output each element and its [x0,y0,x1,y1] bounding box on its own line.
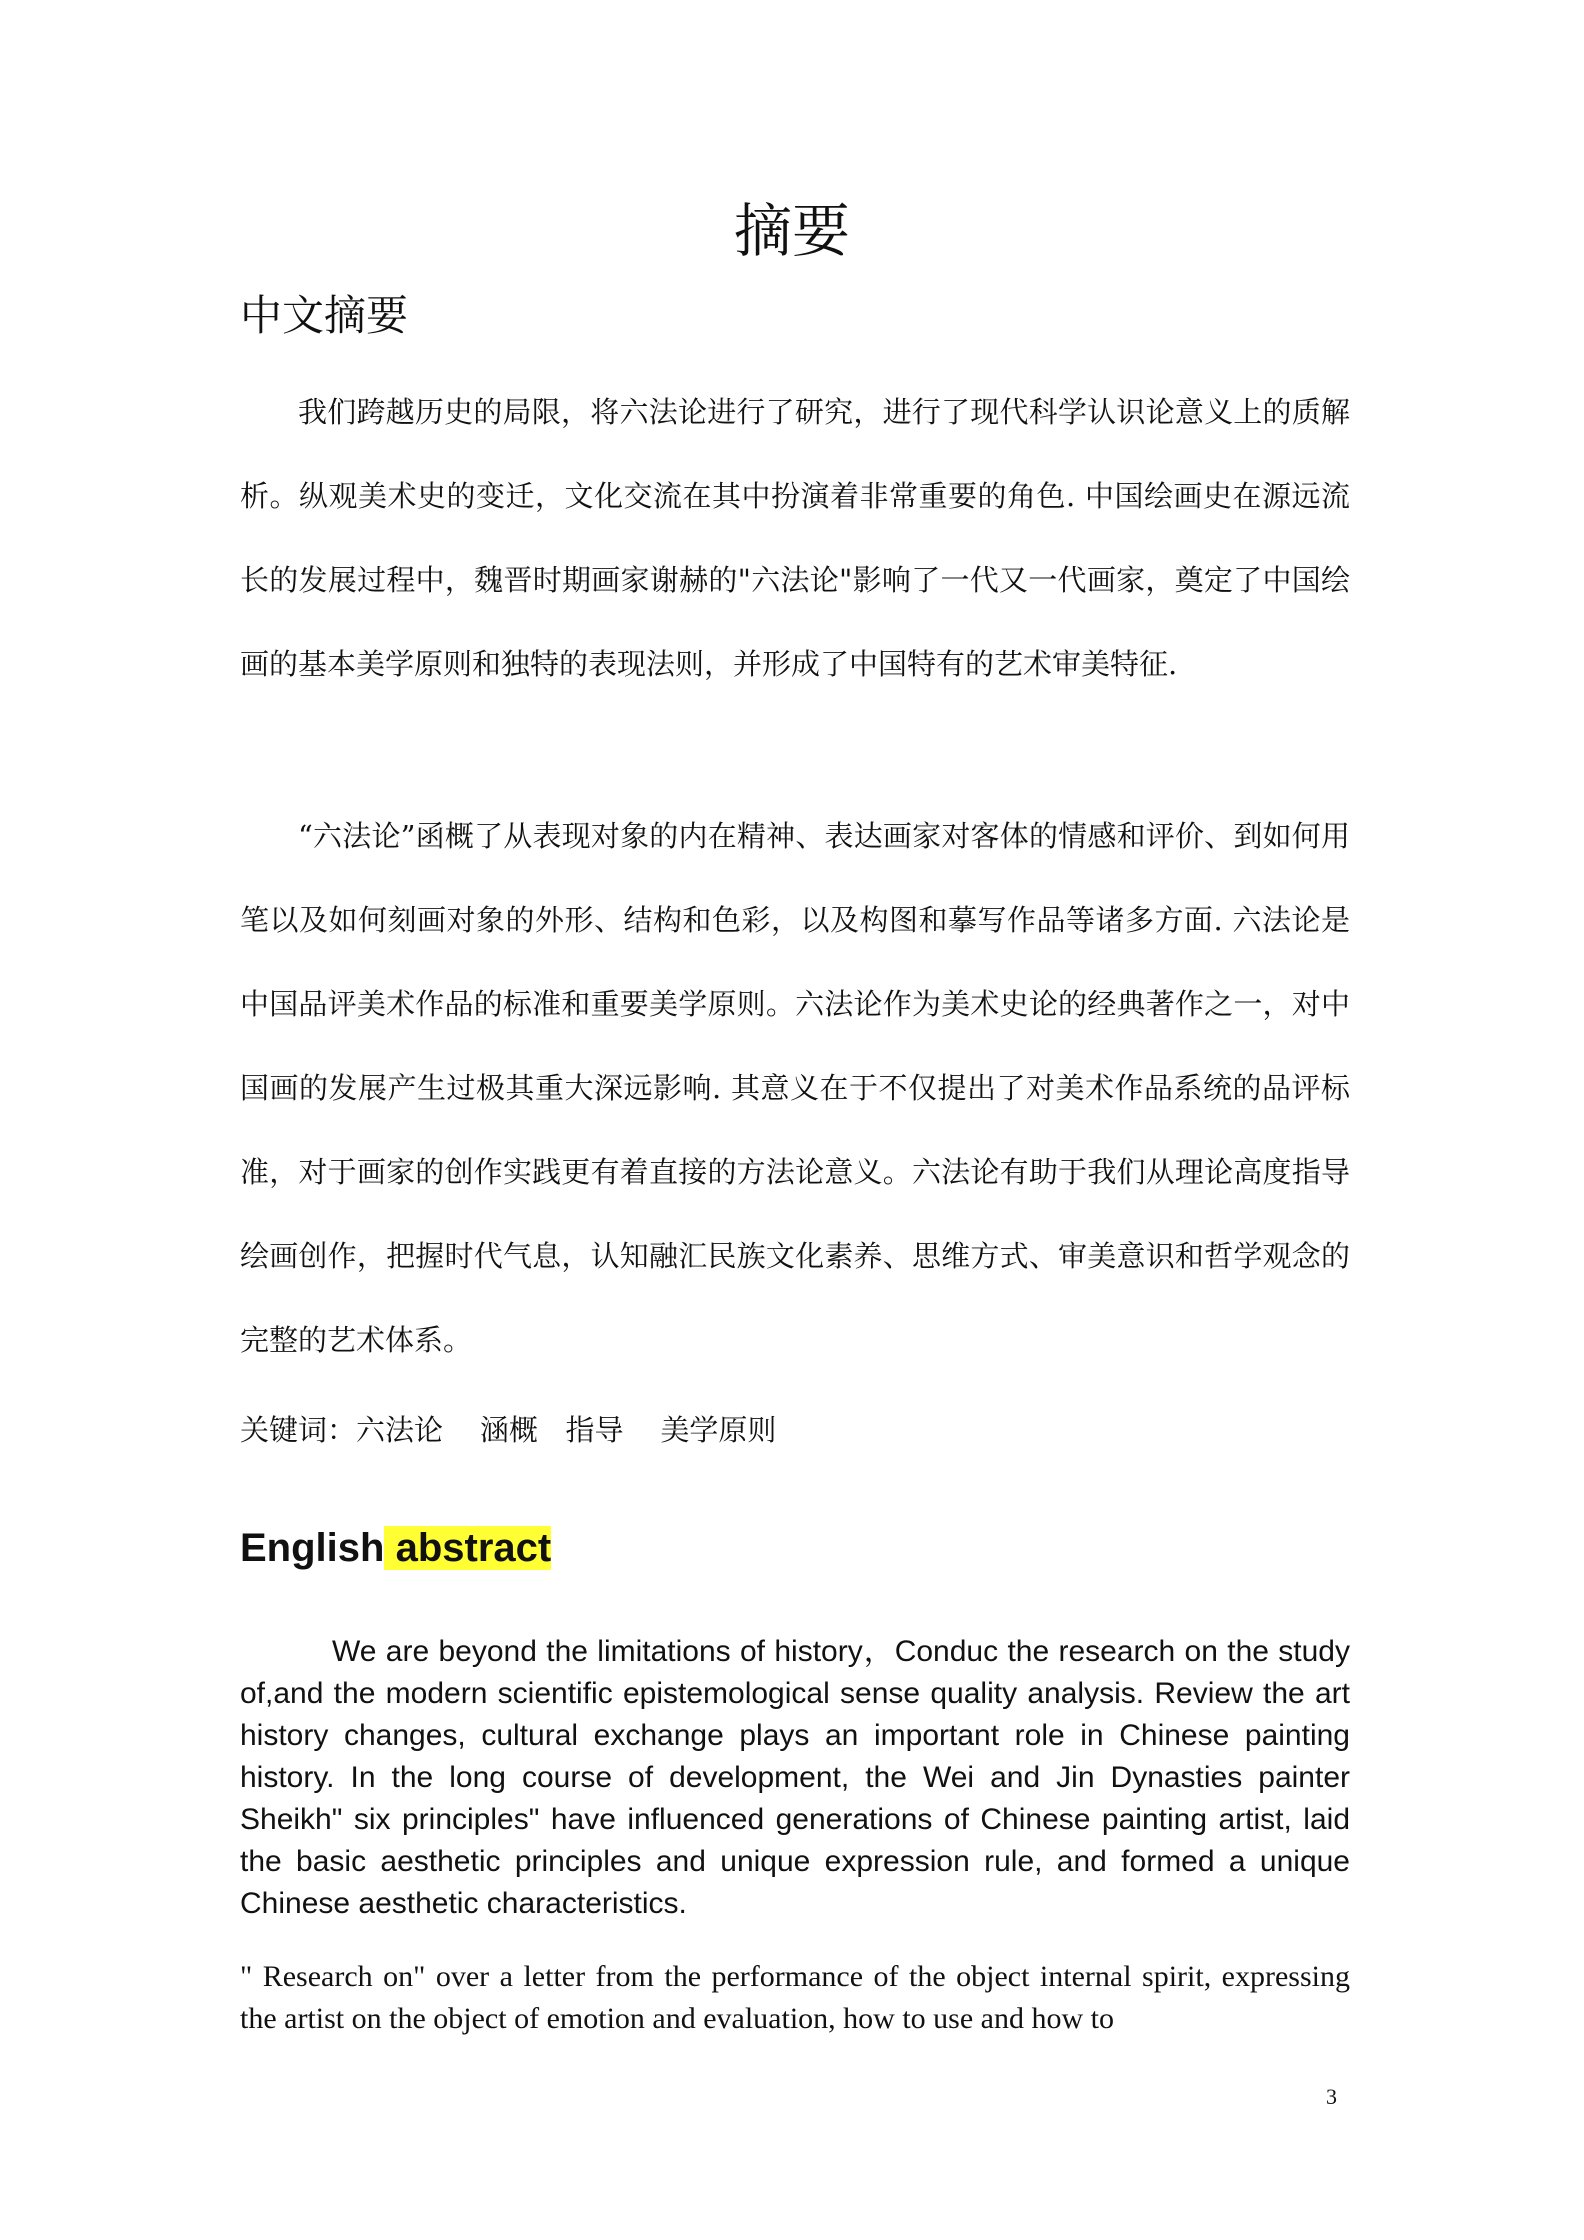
english-heading-word: English [240,1526,385,1570]
chinese-abstract-paragraph-2: “六法论”函概了从表现对象的内在精神、表达画家对客体的情感和评价、到如何用笔以及如何刻画对象的外形、结构和色彩，以及构图和摹写作品等诸多方面. 六法论是中国品评美术作品的标准和重要美学原则。六法论作为美术史论的经典著作之一，对中国画的发展产生过极其重大深远影响. 其意义在于不仅提出了对美术作品系统的品评标准，对于画家的创作实践更有着直接的方法论意义。六法论有助于我们从理论高度指导绘画创作，把握时代气息，认知融汇民族文化素养、思维方式、审美意识和哲学观念的完整的艺术体系。 [240,819,1350,1357]
chinese-abstract-paragraph-1: 我们跨越历史的局限，将六法论进行了研究，进行了现代科学认识论意义上的质解析。纵观美术史的变迁，文化交流在其中扮演着非常重要的角色. 中国绘画史在源远流长的发展过程中，魏晋时期画家谢赫的"六法论"影响了一代又一代画家，奠定了中国绘画的基本美学原则和独特的表现法则，并形成了中国特有的艺术审美特征. [240,395,1350,681]
page-number: 3 [1326,2084,1337,2109]
chinese-abstract-heading: 中文摘要 [240,291,409,340]
keywords-line: 关键词：六法论 涵概 指导 美学原则 [240,1413,777,1447]
english-abstract-paragraph-1: We are beyond the limitations of history，Conduc the research on the study of,and the modern scientific epistemological sense quality analysis. Review the art history changes, cultural exchange plays an important role in Chinese painting history. In the long course of development, the Wei and Jin Dynasties painter Sheikh" six principles" have influenced generations of Chinese painting artist, laid the basic aesthetic principles and unique expression rule, and formed a unique Chinese aesthetic characteristics. [240,1635,1350,1920]
english-abstract-paragraph-2: " Research on" over a letter from the performance of the object internal spirit, expressing the artist on the object of emotion and evaluation, how to use and how to [240,1960,1350,2035]
english-abstract-heading [240,1520,551,1576]
highlighted-abstract-word: abstract [384,1526,552,1570]
page-title: 摘要 [733,197,850,265]
